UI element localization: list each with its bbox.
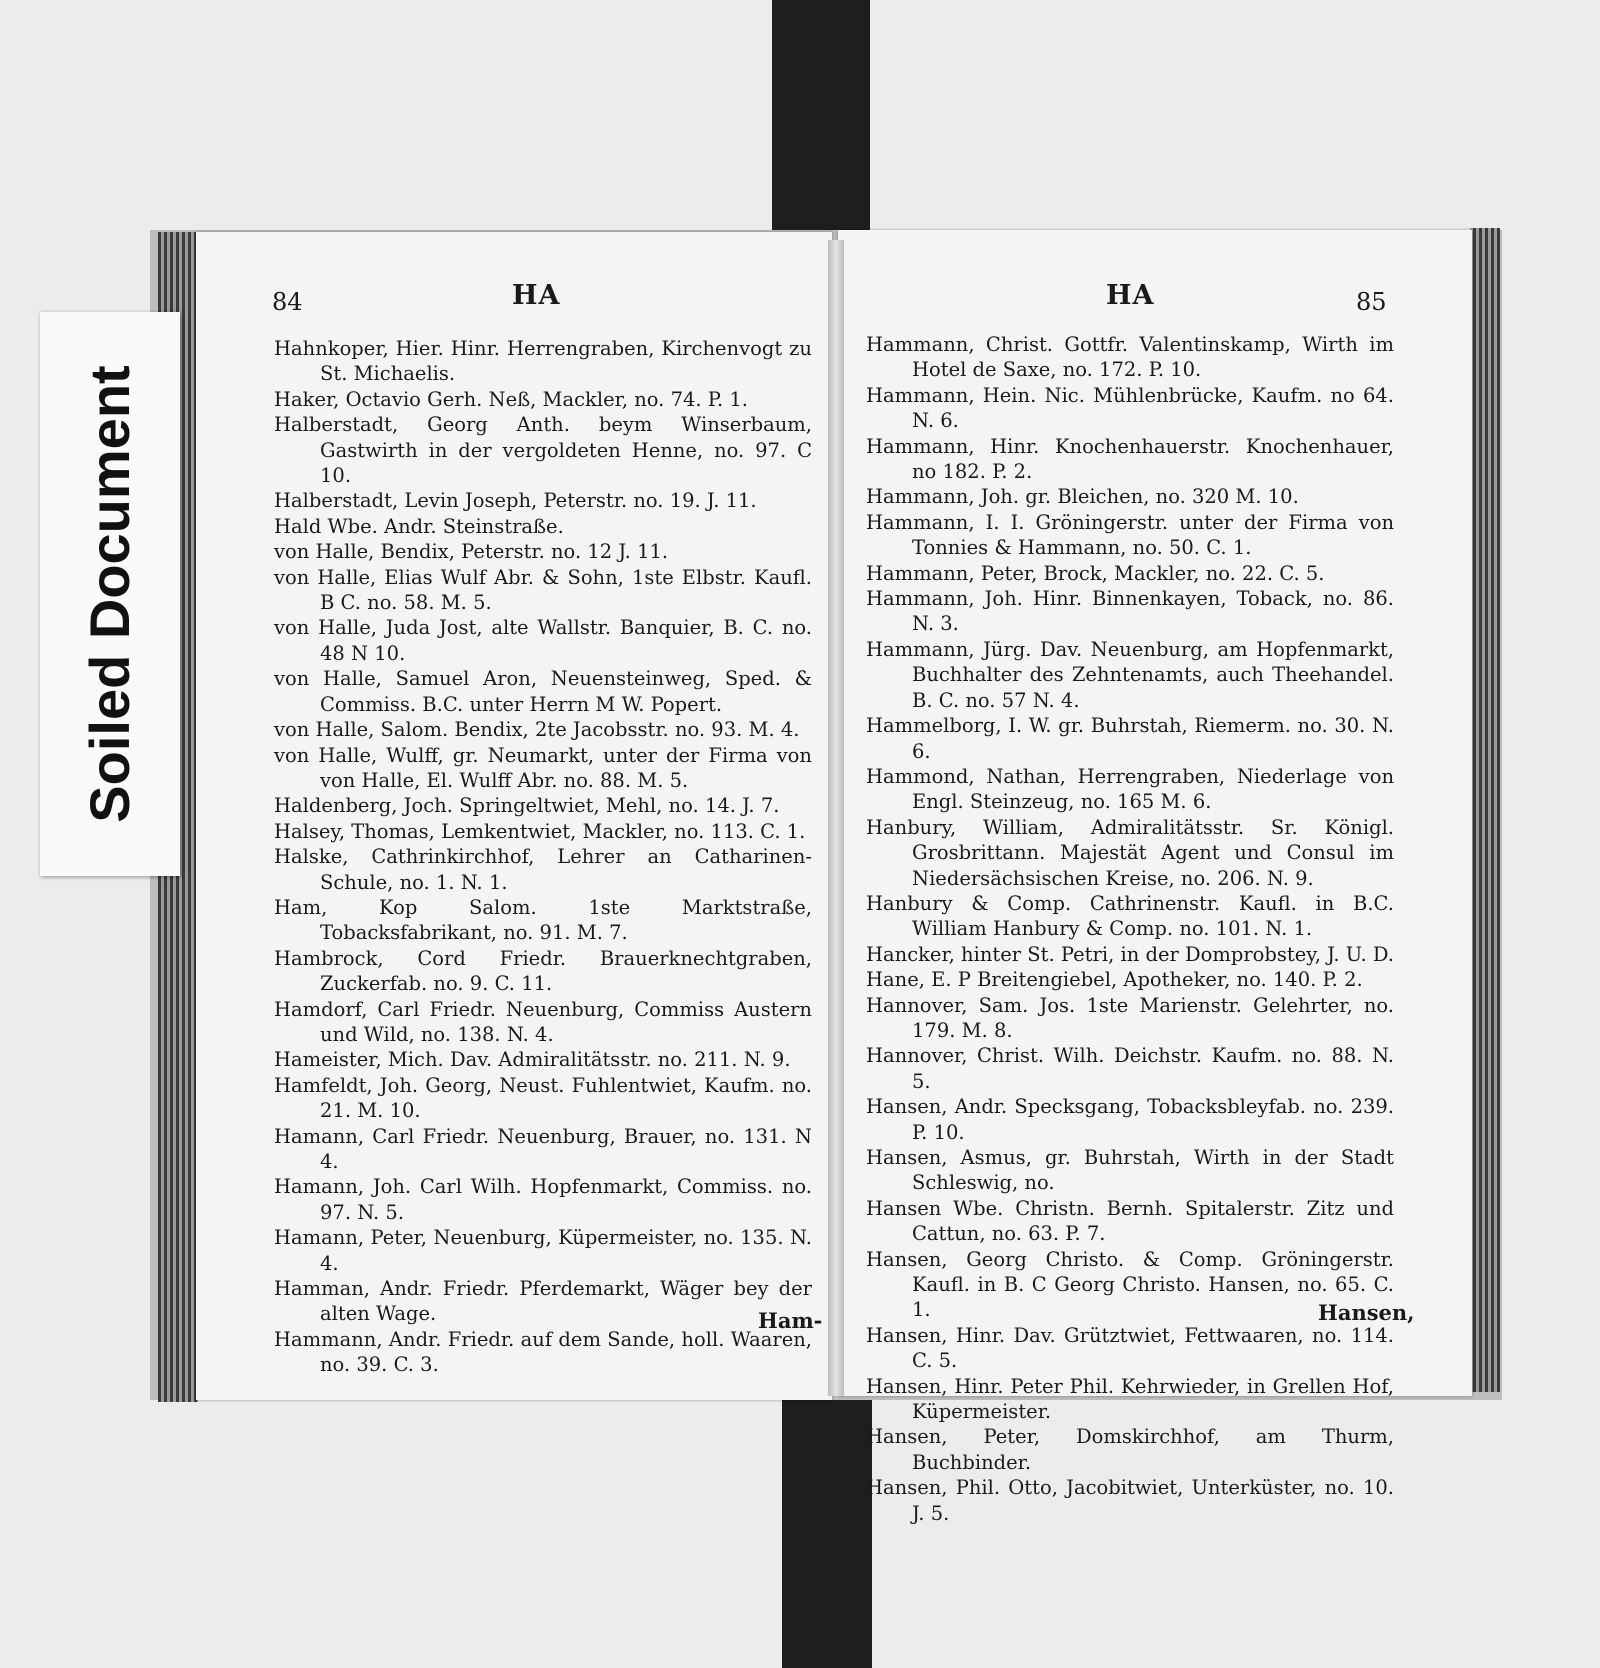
directory-entry: Hammann, Peter, Brock, Mackler, no. 22. C. 5.: [866, 561, 1325, 585]
directory-entry: Hambrock, Cord Friedr. Brauerknechtgraben, Zuckerfab. no. 9. C. 11.: [274, 946, 812, 996]
directory-entry: Hameister, Mich. Dav. Admiralitätsstr. no. 211. N. 9.: [274, 1048, 791, 1072]
directory-entry: Hamman, Andr. Friedr. Pferdemarkt, Wäger bey der alten Wage.: [274, 1277, 812, 1326]
binding-strap-bottom: [782, 1396, 872, 1668]
right-page-entries: [866, 332, 1394, 1526]
directory-entry: Hahnkoper, Hier. Hinr. Herrengraben, Kirchenvogt zu St. Michaelis.: [274, 337, 812, 386]
left-page-header: HA: [512, 280, 561, 311]
directory-entry: Ham, Kop Salom. 1ste Marktstraße, Tobacksfabrikant, no. 91. M. 7.: [274, 895, 812, 945]
directory-entry: Hannover, Sam. Jos. 1ste Marienstr. Gelehrter, no. 179. M. 8.: [866, 993, 1394, 1042]
directory-entry: Hamfeldt, Joh. Georg, Neust. Fuhlentwiet, Kaufm. no. 21. M. 10.: [274, 1073, 812, 1123]
directory-entry: Hansen, Georg Christo. & Comp. Gröningerstr. Kaufl. in B. C Georg Christo. Hansen, no. 65. C. 1.: [866, 1247, 1394, 1322]
right-page-header: HA: [1106, 280, 1155, 311]
directory-entry: von Halle, Wulff, gr. Neumarkt, unter der Firma von von Halle, El. Wulff Abr. no. 88. M. 5.: [274, 743, 812, 792]
directory-entry: Hansen, Andr. Specksgang, Tobacksbleyfab. no. 239. P. 10.: [866, 1095, 1394, 1144]
right-page-number: 85: [1356, 288, 1387, 316]
left-catchword: Ham-: [758, 1308, 823, 1333]
directory-entry: Halsey, Thomas, Lemkentwiet, Mackler, no. 113. C. 1.: [274, 819, 806, 843]
directory-entry: Halberstadt, Levin Joseph, Peterstr. no. 19. J. 11.: [274, 489, 757, 513]
binding-strap-top: [772, 0, 870, 234]
directory-entry: Hammann, Hein. Nic. Mühlenbrücke, Kaufm. no 64. N. 6.: [866, 383, 1394, 433]
directory-entry: Hansen, Hinr. Peter Phil. Kehrwieder, in Grellen Hof, Küpermeister.: [866, 1374, 1394, 1424]
directory-entry: Hammann, Christ. Gottfr. Valentinskamp, Wirth im Hotel de Saxe, no. 172. P. 10.: [866, 333, 1394, 382]
directory-entry: von Halle, Salom. Bendix, 2te Jacobsstr. no. 93. M. 4.: [274, 718, 800, 742]
directory-entry: Hamdorf, Carl Friedr. Neuenburg, Commiss Austern und Wild, no. 138. N. 4.: [274, 997, 812, 1046]
soiled-document-label: Soiled Document: [78, 365, 141, 823]
directory-entry: Hansen, Phil. Otto, Jacobitwiet, Unterküster, no. 10. J. 5.: [866, 1476, 1394, 1525]
directory-entry: Hancker, hinter St. Petri, in der Domprobstey, J. U. D.: [866, 942, 1394, 966]
directory-entry: Hammond, Nathan, Herrengraben, Niederlage von Engl. Steinzeug, no. 165 M. 6.: [866, 764, 1394, 814]
directory-entry: Hammann, I. I. Gröningerstr. unter der Firma von Tonnies & Hammann, no. 50. C. 1.: [866, 510, 1394, 560]
right-catchword: Hansen,: [1318, 1300, 1415, 1325]
directory-entry: von Halle, Samuel Aron, Neuensteinweg, Sped. & Commiss. B.C. unter Herrn M W. Popert.: [274, 667, 812, 716]
left-page-number: 84: [272, 288, 303, 316]
directory-entry: Halske, Cathrinkirchhof, Lehrer an Catharinen-Schule, no. 1. N. 1.: [274, 845, 812, 894]
directory-entry: Hammann, Joh. gr. Bleichen, no. 320 M. 10.: [866, 485, 1299, 509]
directory-entry: von Halle, Juda Jost, alte Wallstr. Banquier, B. C. no. 48 N 10.: [274, 616, 812, 665]
page-edges-right: [1470, 228, 1500, 1392]
directory-entry: Haker, Octavio Gerh. Neß, Mackler, no. 74. P. 1.: [274, 387, 748, 411]
directory-entry: Hanbury & Comp. Cathrinenstr. Kaufl. in B.C. William Hanbury & Comp. no. 101. N. 1.: [866, 891, 1394, 941]
directory-entry: von Halle, Elias Wulf Abr. & Sohn, 1ste Elbstr. Kaufl. B C. no. 58. M. 5.: [274, 565, 812, 615]
directory-entry: Hamann, Peter, Neuenburg, Küpermeister, no. 135. N. 4.: [274, 1226, 812, 1275]
directory-entry: Hammelborg, I. W. gr. Buhrstah, Riemerm. no. 30. N. 6.: [866, 714, 1394, 763]
directory-entry: Hamann, Joh. Carl Wilh. Hopfenmarkt, Commiss. no. 97. N. 5.: [274, 1175, 812, 1224]
directory-entry: Hansen, Asmus, gr. Buhrstah, Wirth in der Stadt Schleswig, no.: [866, 1146, 1394, 1195]
directory-entry: Hane, E. P Breitengiebel, Apotheker, no. 140. P. 2.: [866, 968, 1363, 992]
directory-entry: Hammann, Joh. Hinr. Binnenkayen, Toback, no. 86. N. 3.: [866, 587, 1394, 636]
directory-entry: Hannover, Christ. Wilh. Deichstr. Kaufm. no. 88. N. 5.: [866, 1044, 1394, 1093]
directory-entry: Hansen, Peter, Domskirchhof, am Thurm, Buchbinder.: [866, 1425, 1394, 1474]
directory-entry: Hanbury, William, Admiralitätsstr. Sr. Königl. Grosbrittann. Majestät Agent und Consul im Niedersächsischen Kreise, no. 206. N. 9.: [866, 815, 1394, 890]
directory-entry: Hammann, Hinr. Knochenhauerstr. Knochenhauer, no 182. P. 2.: [866, 434, 1394, 484]
directory-entry: von Halle, Bendix, Peterstr. no. 12 J. 11.: [274, 540, 669, 564]
directory-entry: Haldenberg, Joch. Springeltwiet, Mehl, no. 14. J. 7.: [274, 794, 780, 818]
book-gutter: [828, 240, 844, 1396]
directory-entry: Hald Wbe. Andr. Steinstraße.: [274, 514, 564, 538]
directory-entry: Hamann, Carl Friedr. Neuenburg, Brauer, no. 131. N 4.: [274, 1124, 812, 1173]
left-page-entries: [274, 336, 812, 1378]
directory-entry: Hansen, Hinr. Dav. Grütztwiet, Fettwaaren, no. 114. C. 5.: [866, 1323, 1394, 1373]
directory-entry: Hammann, Andr. Friedr. auf dem Sande, holl. Waaren, no. 39. C. 3.: [274, 1327, 812, 1377]
directory-entry: Hansen Wbe. Christn. Bernh. Spitalerstr. Zitz und Cattun, no. 63. P. 7.: [866, 1196, 1394, 1246]
directory-entry: Halberstadt, Georg Anth. beym Winserbaum, Gastwirth in der vergoldeten Henne, no. 97. C 10.: [274, 413, 812, 488]
directory-entry: Hammann, Jürg. Dav. Neuenburg, am Hopfenmarkt, Buchhalter des Zehntenamts, auch Theehandel. B. C. no. 57 N. 4.: [866, 637, 1394, 712]
